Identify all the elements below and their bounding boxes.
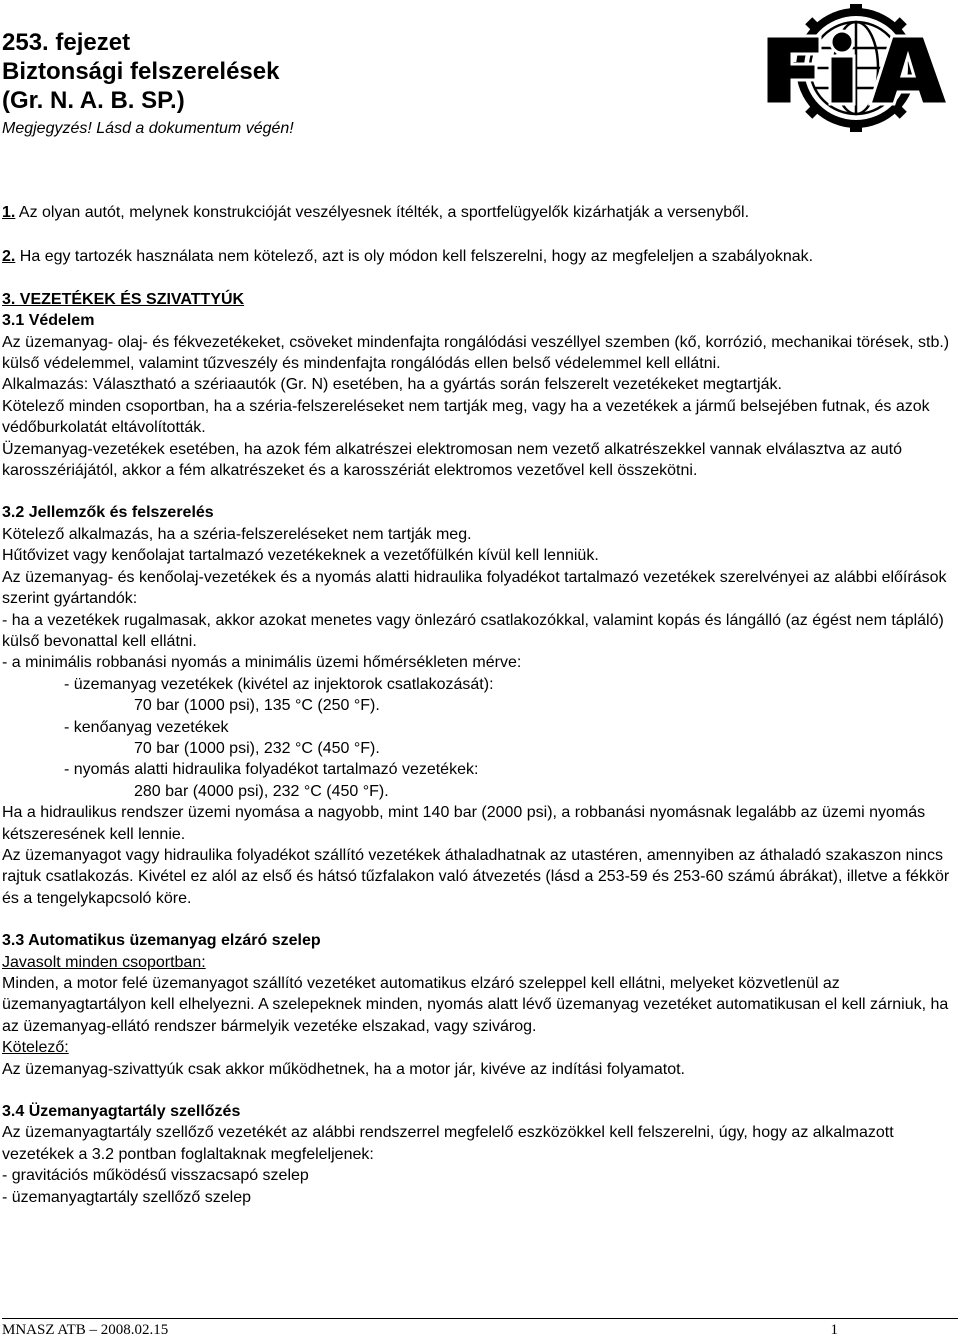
paragraph: Minden, a motor felé üzemanyagot szállító vezetéket automatikus elzáró szeleppel kell ellátni, melyeket közvetlenül az üzemanyagtartályon kell elhelyezni. A szelepeknek minden, nyomás alatt lévő üzemanyag vezetéket automatikusan el kell zárniuk, ha az üzemanyag-ellátó rendszer bármelyik vezetéke elszakad, vagy szivárog. [2, 975, 949, 1035]
paragraph: Üzemanyag-vezetékek esetében, ha azok fém alkatrészei elektromosan nem vezető alkatrészekkel vannak elválasztva az autó karosszériájától, akkor a fém alkatrészeket és a karosszériát elektromos vezetővel kell összekötni. [2, 440, 903, 480]
paragraph-2 [2, 246, 957, 267]
chapter-note: Megjegyzés! Lásd a dokumentum végén! [2, 120, 294, 137]
list-value: 70 bar (1000 psi), 135 °C (250 °F). [134, 697, 380, 715]
paragraph-number: 1. [2, 204, 16, 221]
list-item: - kenőanyag vezetékek [64, 718, 229, 736]
page-footer [2, 1318, 958, 1339]
chapter-title: Biztonsági felszerelések [2, 58, 280, 85]
list-item: - nyomás alatti hidraulika folyadékot tartalmazó vezetékek: [64, 761, 479, 779]
page-number: 1 [830, 1322, 838, 1338]
paragraph: Az üzemanyagtartály szellőző vezetékét az alábbi rendszerrel megfelelő eszközökkel kell felszerelni, úgy, hogy az alkalmazott vezetékek a 3.2 pontban foglaltaknak megfeleljenek: [2, 1124, 894, 1163]
paragraph: Kötelező alkalmazás, ha a széria-felszereléseket nem tartják meg. [2, 525, 472, 543]
paragraph-number: 2. [2, 248, 16, 266]
list-item: - gravitációs működésű visszacsapó szelep [2, 1167, 309, 1185]
paragraph-1 [2, 202, 957, 223]
footer-doc-id: MNASZ ATB – 2008.02.15 [2, 1322, 169, 1338]
document-body [2, 202, 957, 1208]
fia-logo-icon [758, 4, 954, 132]
list-value: 70 bar (1000 psi), 232 °C (450 °F). [134, 739, 380, 757]
paragraph: Ha a hidraulikus rendszer üzemi nyomása a nagyobb, mint 140 bar (2000 psi), a robbanási nyomásnak legalább az üzemi nyomás kétszeresének kell lennie. [2, 804, 926, 843]
paragraph: Az üzemanyagot vagy hidraulika folyadékot szállító vezetékek áthaladhatnak az utastéren, amennyiben az áthaladó szakaszon nincs rajtuk csatlakozás. Kivétel ez alól az első és hátsó tűzfalakon való átvezetés (lásd a 253-59 és 253-60 számú ábrákat), illetve a fékkör és a tengelykapcsoló köre. [2, 846, 950, 907]
section-3-2-heading: 3.2 Jellemzők és felszerelés [2, 504, 214, 522]
paragraph: Az üzemanyag-szivattyúk csak akkor működhetnek, ha a motor jár, kivéve az indítási folyamatot. [2, 1060, 685, 1078]
subheading: Kötelező: [2, 1039, 69, 1057]
paragraph-text: Ha egy tartozék használata nem kötelező, azt is oly módon kell felszerelni, hogy az megfeleljen a szabályoknak. [15, 248, 814, 266]
paragraph: Az üzemanyag- olaj- és fékvezetékeket, csöveket mindenfajta rongálódási veszéllyel szemben (kő, korrózió, mechanikai törések, stb.) külső védelemmel, valamint tűzveszély és mindenfajta rongálódás ellen belső védelemmel kell ellátni. [2, 333, 950, 373]
paragraph-text: Az olyan autót, melynek konstrukcióját veszélyesnek ítélték, a sportfelügyelők kizárhatják a versenyből. [15, 204, 750, 221]
section-3-heading: 3. VEZETÉKEK ÉS SZIVATTYÚK [2, 290, 245, 308]
paragraph: Hűtővizet vagy kenőolajat tartalmazó vezetékeknek a vezetőfülkén kívül kell lenniük. [2, 547, 599, 565]
section-3-3-heading: 3.3 Automatikus üzemanyag elzáró szelep [2, 932, 321, 950]
list-value: 280 bar (4000 psi), 232 °C (450 °F). [134, 782, 389, 800]
paragraph: Kötelező minden csoportban, ha a széria-felszereléseket nem tartják meg, vagy ha a vezetékek a jármű belsejében futnak, és azok védőburkolatát eltávolították. [2, 397, 930, 437]
list-item: - üzemanyag vezetékek (kivétel az injektorok csatlakozását): [64, 675, 494, 693]
chapter-groups: (Gr. N. A. B. SP.) [2, 87, 185, 114]
paragraph: Alkalmazás: Választható a szériaautók (Gr. N) esetében, ha a gyártás során felszerelt vezetékeket megtartják. [2, 376, 782, 394]
paragraph: - a minimális robbanási nyomás a minimális üzemi hőmérsékleten mérve: [2, 654, 522, 672]
chapter-number: 253. fejezet [2, 29, 131, 56]
section-3-4-heading: 3.4 Üzemanyagtartály szellőzés [2, 1103, 241, 1121]
paragraph: - ha a vezetékek rugalmasak, akkor azokat menetes vagy önlezáró csatlakozókkal, valamint kopás és lángálló (az égést nem tápláló) külső bevonattal kell ellátni. [2, 611, 944, 650]
subheading: Javasolt minden csoportban: [2, 953, 206, 971]
list-item: - üzemanyagtartály szellőző szelep [2, 1188, 252, 1206]
paragraph: Az üzemanyag- és kenőolaj-vezetékek és a nyomás alatti hidraulika folyadékot tartalmazó vezetékek szerelvényei az alábbi előírások szerint gyártandók: [2, 568, 947, 608]
chapter-header [2, 28, 702, 140]
section-3-1-heading: 3.1 Védelem [2, 312, 95, 330]
